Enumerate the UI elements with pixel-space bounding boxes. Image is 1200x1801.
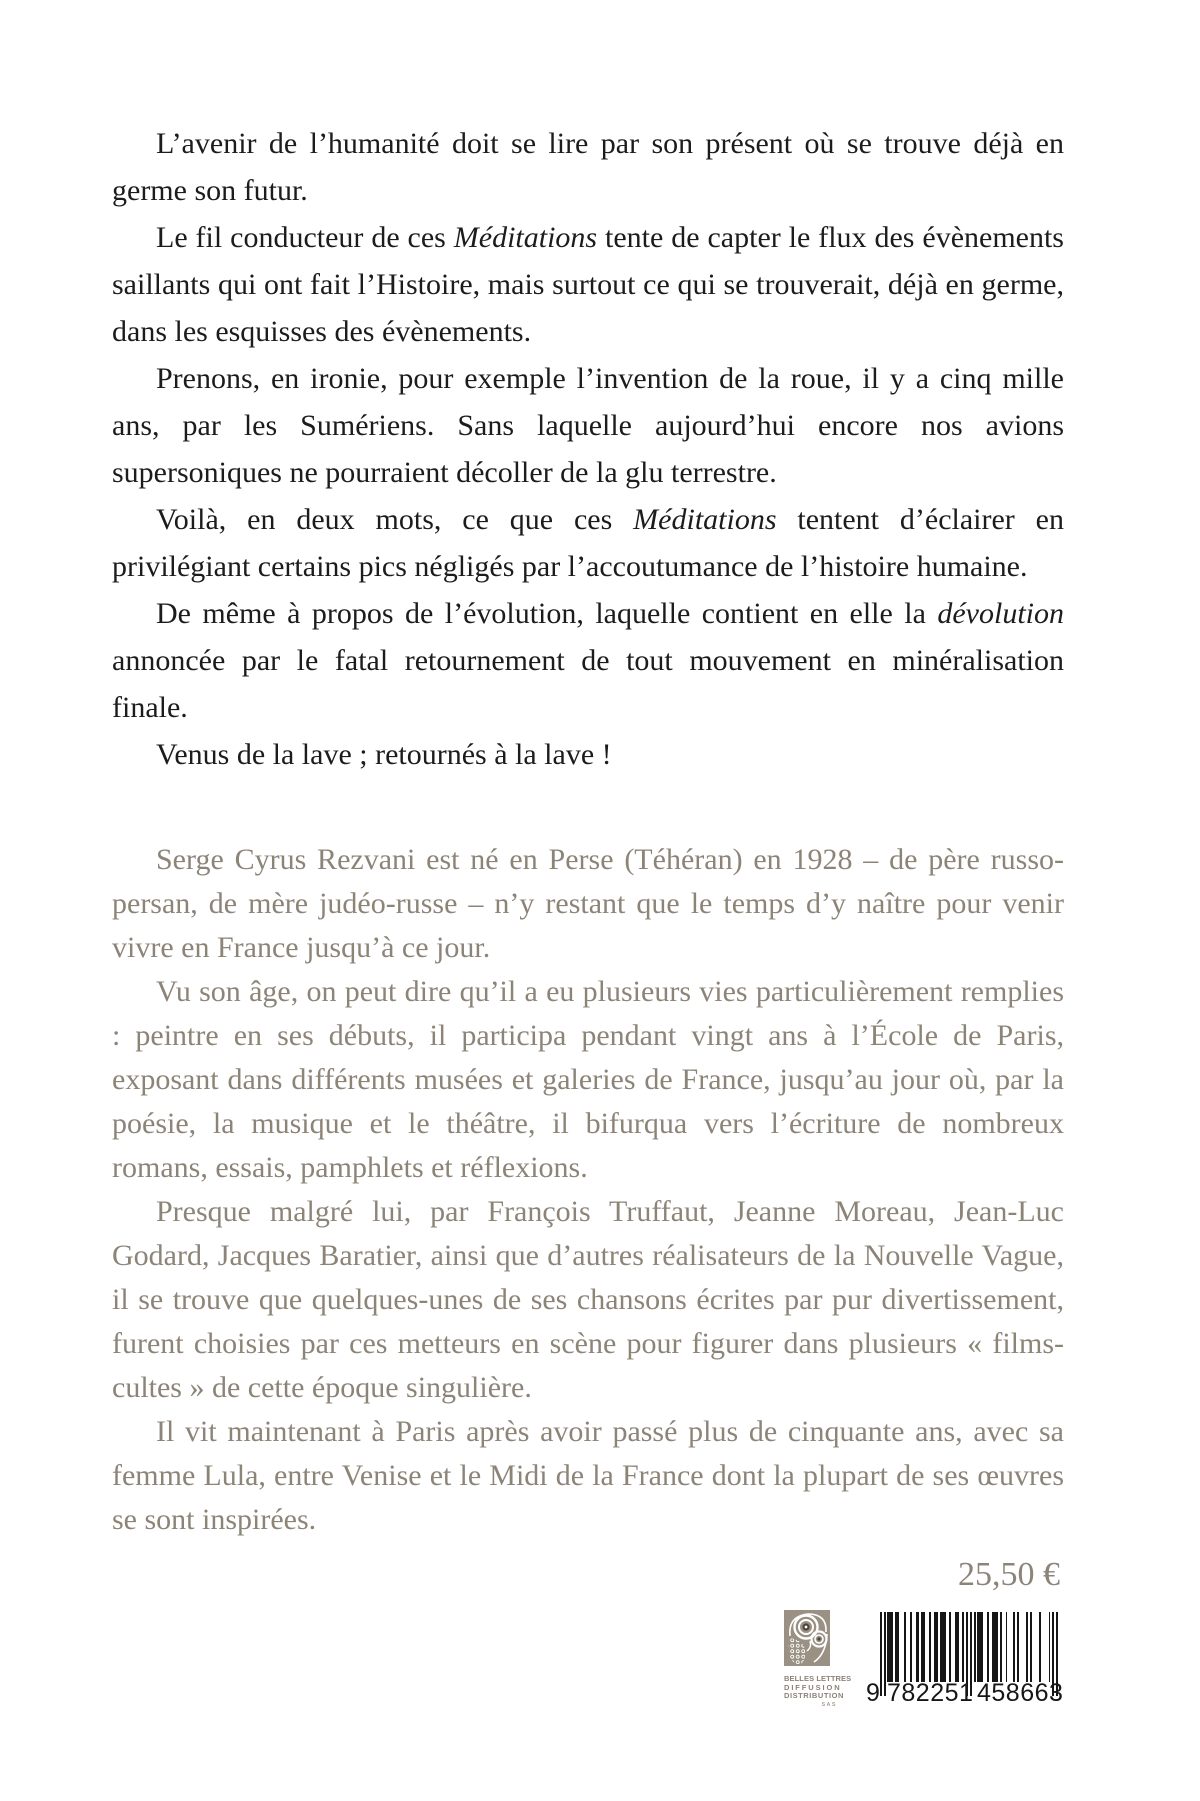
- barcode-digit-group: 9: [866, 1679, 880, 1707]
- synopsis-paragraph: Voilà, en deux mots, ce que ces Méditations tentent d’éclairer en privilégiant certains pics négligés par l’accoutumance de l’histoire humaine.: [112, 503, 1064, 583]
- barcode-bar: [992, 1612, 998, 1682]
- biography-paragraph: Serge Cyrus Rezvani est né en Perse (Téhéran) en 1928 – de père russo-persan, de mère judéo-russe – n’y restant que le temps d’y naître pour venir vivre en France jusqu’à ce jour.: [112, 843, 1064, 964]
- synopsis-paragraph: L’avenir de l’humanité doit se lire par son présent où se trouve déjà en germe son futur.: [112, 127, 1064, 207]
- barcode-bar: [1030, 1612, 1032, 1682]
- barcode-bar: [904, 1612, 906, 1682]
- barcode-bar: [916, 1612, 920, 1682]
- barcode-bar: [1049, 1612, 1051, 1682]
- barcode-number: [866, 1680, 1062, 1706]
- barcode-bar: [1017, 1612, 1019, 1682]
- barcode-digit-group: 458663: [977, 1679, 1064, 1707]
- barcode-bar: [1026, 1612, 1028, 1682]
- barcode-bar: [987, 1612, 989, 1682]
- barcode-bar: [887, 1612, 893, 1682]
- barcode-bar: [929, 1612, 931, 1682]
- publisher-name-line: DIFFUSION: [784, 1682, 842, 1692]
- barcode-digit-group: 782251: [887, 1679, 974, 1707]
- biography-paragraph: Presque malgré lui, par François Truffaut, Jeanne Moreau, Jean-Luc Godard, Jacques Baratier, ainsi que d’autres réalisateurs de la Nouvelle Vague, il se trouve que quelques-unes de ses chansons écrites par pur divertissement, furent choisies par ces metteurs en scène pour figurer dans plusieurs « films-cultes » de cette époque singulière.: [112, 1195, 1064, 1404]
- barcode-bar: [1006, 1612, 1008, 1682]
- barcode-bar: [910, 1612, 912, 1682]
- publisher-name: [784, 1674, 852, 1708]
- synopsis-paragraph: Venus de la lave ; retournés à la lave !: [156, 738, 612, 771]
- publisher-logo: [784, 1610, 852, 1708]
- author-biography-text: [112, 838, 1064, 1542]
- price-label: 25,50 €: [958, 1556, 1060, 1593]
- barcode-bar: [977, 1612, 983, 1682]
- publisher-name-line: DISTRIBUTION: [784, 1691, 844, 1700]
- publisher-legal-suffix: SAS: [821, 1701, 837, 1708]
- barcode-bar: [962, 1612, 964, 1682]
- biography-paragraph: Il vit maintenant à Paris après avoir passé plus de cinquante ans, avec sa femme Lula, entre Venise et le Midi de la France dont la plupart de ses œuvres se sont inspirées.: [112, 1415, 1064, 1536]
- biography-paragraph: Vu son âge, on peut dire qu’il a eu plusieurs vies particulièrement remplies : peintre en ses débuts, il participa pendant vingt ans à l’École de Paris, exposant dans différents musées et galeries de France, jusqu’au jour où, par la poésie, la musique et le théâtre, il bifurqua vers l’écriture de nombreux romans, essais, pamphlets et réflexions.: [112, 975, 1064, 1184]
- barcode-bar: [921, 1612, 925, 1682]
- synopsis-paragraph: Prenons, en ironie, pour exemple l’invention de la roue, il y a cinq mille ans, par les Sumériens. Sans laquelle aujourd’hui encore nos avions supersoniques ne pourraient décoller de la glu terrestre.: [112, 362, 1064, 489]
- synopsis-paragraph: Le fil conducteur de ces Méditations tente de capter le flux des évènements saillants qui ont fait l’Histoire, mais surtout ce qui se trouverait, déjà en germe, dans les esquisses des évènements.: [112, 221, 1064, 348]
- publisher-name-line: BELLES LETTRES: [784, 1674, 852, 1683]
- barcode-bar: [1013, 1612, 1015, 1682]
- barcode-bar: [895, 1612, 899, 1682]
- barcode-bar: [1039, 1612, 1041, 1682]
- barcode-bar: [974, 1612, 976, 1682]
- barcode-bar: [934, 1612, 938, 1682]
- ean-barcode: [866, 1612, 1062, 1706]
- barcode-bar: [1000, 1612, 1002, 1682]
- synopsis-paragraph: De même à propos de l’évolution, laquelle contient en elle la dévolution annoncée par le fatal retournement de tout mouvement en minéralisation finale.: [112, 597, 1064, 724]
- barcode-bar: [949, 1612, 951, 1682]
- barcode-bar: [940, 1612, 946, 1682]
- barcode-bar: [955, 1612, 959, 1682]
- synopsis-text: [112, 120, 1064, 778]
- owl-icon: [784, 1610, 844, 1671]
